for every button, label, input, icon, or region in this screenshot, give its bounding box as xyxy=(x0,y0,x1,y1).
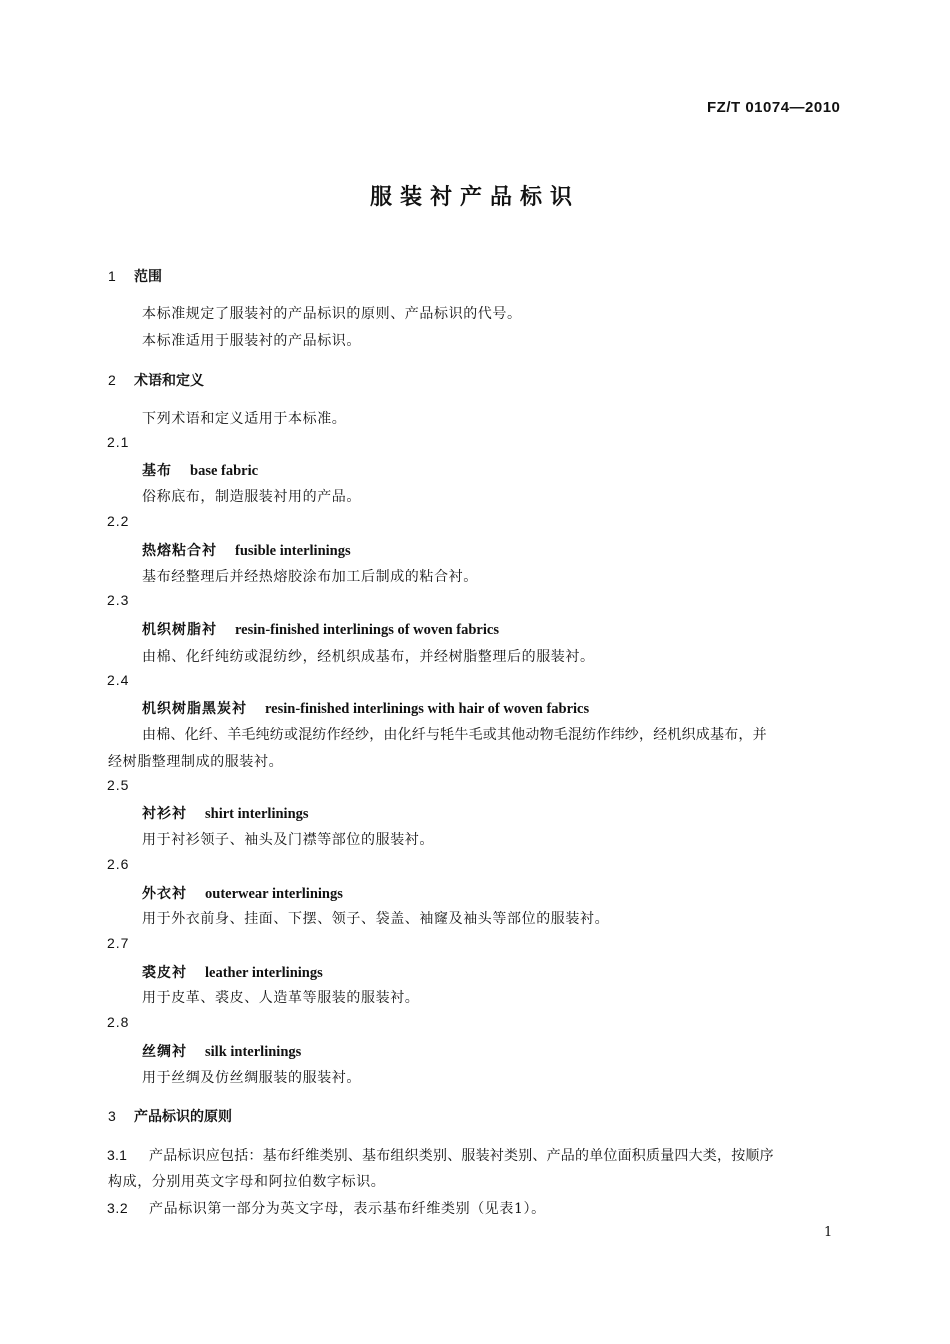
term-en: fusible interlinings xyxy=(235,543,351,559)
term-definition: 用于衬衫领子、袖头及门襟等部位的服装衬。 xyxy=(142,832,434,848)
section-number: 2 xyxy=(108,372,116,388)
term-zh: 丝绸衬 xyxy=(142,1044,187,1060)
section-1-heading xyxy=(108,266,162,286)
scope-paragraph-1: 本标准规定了服装衬的产品标识的原则、产品标识的代号。 xyxy=(142,306,522,322)
term-heading xyxy=(142,698,589,718)
clause-3-2 xyxy=(107,1198,546,1218)
clause-3-1-line-2: 构成，分别用英文字母和阿拉伯数字标识。 xyxy=(108,1174,386,1190)
section-number: 1 xyxy=(108,268,116,284)
term-definition: 俗称底布，制造服装衬用的产品。 xyxy=(142,489,361,505)
term-heading xyxy=(142,540,351,560)
term-heading xyxy=(142,883,343,903)
section-title: 术语和定义 xyxy=(134,373,204,389)
term-definition: 用于外衣前身、挂面、下摆、领子、袋盖、袖窿及袖头等部位的服装衬。 xyxy=(142,911,610,927)
term-en: base fabric xyxy=(190,463,259,479)
section-title: 范围 xyxy=(134,269,162,285)
term-zh: 机织树脂衬 xyxy=(142,622,217,638)
term-en: resin-finished interlinings with hair of woven fabrics xyxy=(265,701,590,717)
term-zh: 裘皮衬 xyxy=(142,965,187,981)
term-en: resin-finished interlinings of woven fabrics xyxy=(235,622,499,638)
term-zh: 衬衫衬 xyxy=(142,806,187,822)
term-zh: 基布 xyxy=(142,463,172,479)
term-heading xyxy=(142,962,323,982)
term-zh: 外衣衬 xyxy=(142,886,187,902)
clause-number: 2.6 xyxy=(107,856,130,872)
term-definition: 基布经整理后并经热熔胶涂布加工后制成的粘合衬。 xyxy=(142,569,478,585)
section-title: 产品标识的原则 xyxy=(134,1109,232,1125)
clause-number: 2.4 xyxy=(107,672,130,688)
clause-text: 产品标识第一部分为英文字母，表示基布纤维类别（见表1）。 xyxy=(149,1201,546,1217)
section-number: 3 xyxy=(108,1108,116,1124)
clause-number: 2.3 xyxy=(107,592,130,608)
term-definition-line-1: 由棉、化纤、羊毛纯纺或混纺作经纱，由化纤与牦牛毛或其他动物毛混纺作纬纱，经机织成基布，并 xyxy=(142,727,767,743)
clause-number: 2.8 xyxy=(107,1014,130,1030)
term-definition: 用于丝绸及仿丝绸服装的服装衬。 xyxy=(142,1070,361,1086)
section-3-heading xyxy=(108,1106,232,1126)
term-en: shirt interlinings xyxy=(205,806,309,822)
terms-intro: 下列术语和定义适用于本标准。 xyxy=(142,411,347,427)
term-heading xyxy=(142,460,258,480)
clause-number: 2.7 xyxy=(107,935,130,951)
clause-text: 产品标识应包括：基布纤维类别、基布组织类别、服装衬类别、产品的单位面积质量四大类，按顺序 xyxy=(149,1148,774,1164)
clause-3-1-line-1 xyxy=(107,1145,774,1165)
page-number: 1 xyxy=(824,1225,833,1240)
term-definition: 由棉、化纤纯纺或混纺纱，经机织成基布，并经树脂整理后的服装衬。 xyxy=(142,649,595,665)
term-definition: 用于皮革、裘皮、人造革等服装的服装衬。 xyxy=(142,990,420,1006)
term-en: silk interlinings xyxy=(205,1044,302,1060)
clause-number: 2.5 xyxy=(107,777,130,793)
clause-number: 2.1 xyxy=(107,434,130,450)
term-zh: 热熔粘合衬 xyxy=(142,543,217,559)
term-en: leather interlinings xyxy=(205,965,323,981)
term-definition-line-2: 经树脂整理制成的服装衬。 xyxy=(108,754,284,770)
clause-number: 3.1 xyxy=(107,1147,128,1163)
term-heading xyxy=(142,1041,301,1061)
term-en: outerwear interlinings xyxy=(205,886,343,902)
term-heading xyxy=(142,803,309,823)
scope-paragraph-2: 本标准适用于服装衬的产品标识。 xyxy=(142,333,361,349)
standard-number: FZ/T 01074—2010 xyxy=(707,99,841,116)
term-zh: 机织树脂黑炭衬 xyxy=(142,701,247,717)
clause-number: 2.2 xyxy=(107,513,130,529)
section-2-heading xyxy=(108,370,204,390)
document-title: 服装衬产品标识 xyxy=(369,185,580,210)
clause-number: 3.2 xyxy=(107,1200,129,1216)
term-heading xyxy=(142,619,499,639)
